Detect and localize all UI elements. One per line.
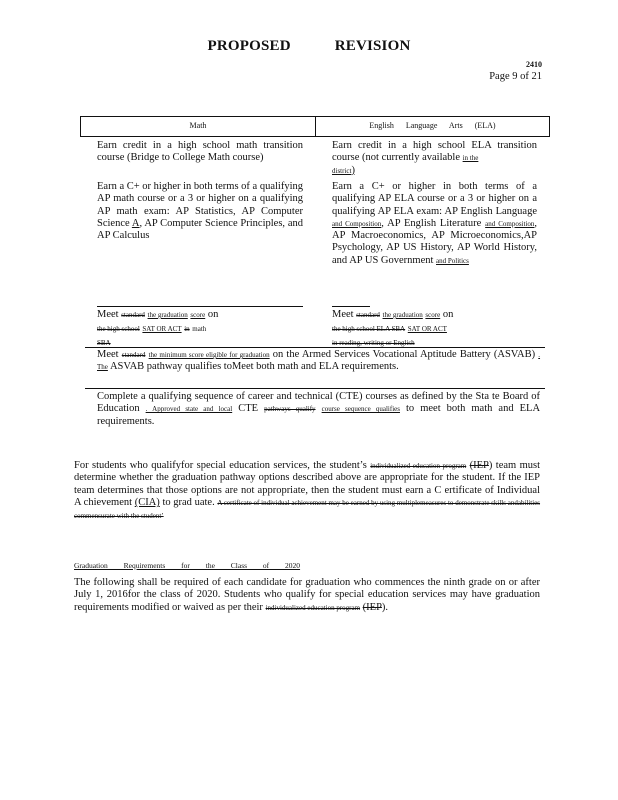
section-heading-class-2020: Graduation Requirements for the Class of 2020: [74, 561, 301, 570]
document-number: 2410: [526, 60, 542, 69]
cell-math-ap: Earn a C+ or higher in both terms of a qualifying AP math course or a 3 or higher on a qualifying AP math exam: AP Statistics, AP Computer Science A, AP Computer Science Principles, and AP Calculus: [97, 181, 303, 242]
column-header-math: Math: [189, 121, 207, 130]
column-header-ela: English Language Arts (ELA): [369, 121, 496, 130]
table-header-row: [80, 116, 550, 137]
row-asvab: Meet standard the minimum score eligible for graduation on the Armed Services Vocational Aptitude Battery (ASVAB) . The ASVAB pathway qualifies toMeet both math and ELA requirements.: [97, 349, 541, 373]
cell-ela-transition: Earn credit in a high school ELA transition course (not currently available in the district): [332, 140, 537, 176]
page-title: PROPOSED REVISION: [207, 38, 411, 54]
row-cte: Complete a qualifying sequence of career and technical (CTE) courses as defined by the Sta te Board of Education . Approved state and local CTE pathways qualify course sequence qualifies to meet both math and ELA requirements.: [97, 391, 541, 427]
cell-math-transition: Earn credit in a high school math transition course (Bridge to College Math course): [97, 140, 303, 164]
cell-ela-ap: Earn a C+ or higher in both terms of a qualifying AP ELA course or a 3 or higher on a qualifying AP ELA exam: AP English Language and Composition, AP English Literature and Composition, AP Macroeconomics, AP Microeconomics,AP Psychology, AP US History, AP World History, and AP US Government and Politics: [332, 181, 538, 266]
class-2020-paragraph: The following shall be required of each candidate for graduation who commences the ninth grade on or after July 1, 2016for the class of 2020. Students who qualify for special education services may have graduation requirements modified or waived as per their individualized education program (IEP).: [74, 577, 540, 613]
cell-math-sba: Meet standard the graduation score on the high school SAT OR ACT in math SBA: [97, 309, 219, 347]
special-education-paragraph: For students who qualifyfor special education services, the student’s individualized education program (IEP) team must determine whether the graduation pathway options described above are appropriate for the student. If the IEP team determines that those options are not appropriate, then the student must earn a C ertificate of Individual A chievement (CIA) to grad uate. A certificate of individual achievement may be earned by using multiplemeasures to demonstrate skills andabilities commensurate with the student’: [74, 460, 541, 520]
page-number: Page 9 of 21: [489, 71, 542, 82]
cell-ela-sba: Meet standard the graduation score on the high school ELA SBA SAT OR ACT in reading, writing or English: [332, 309, 454, 347]
